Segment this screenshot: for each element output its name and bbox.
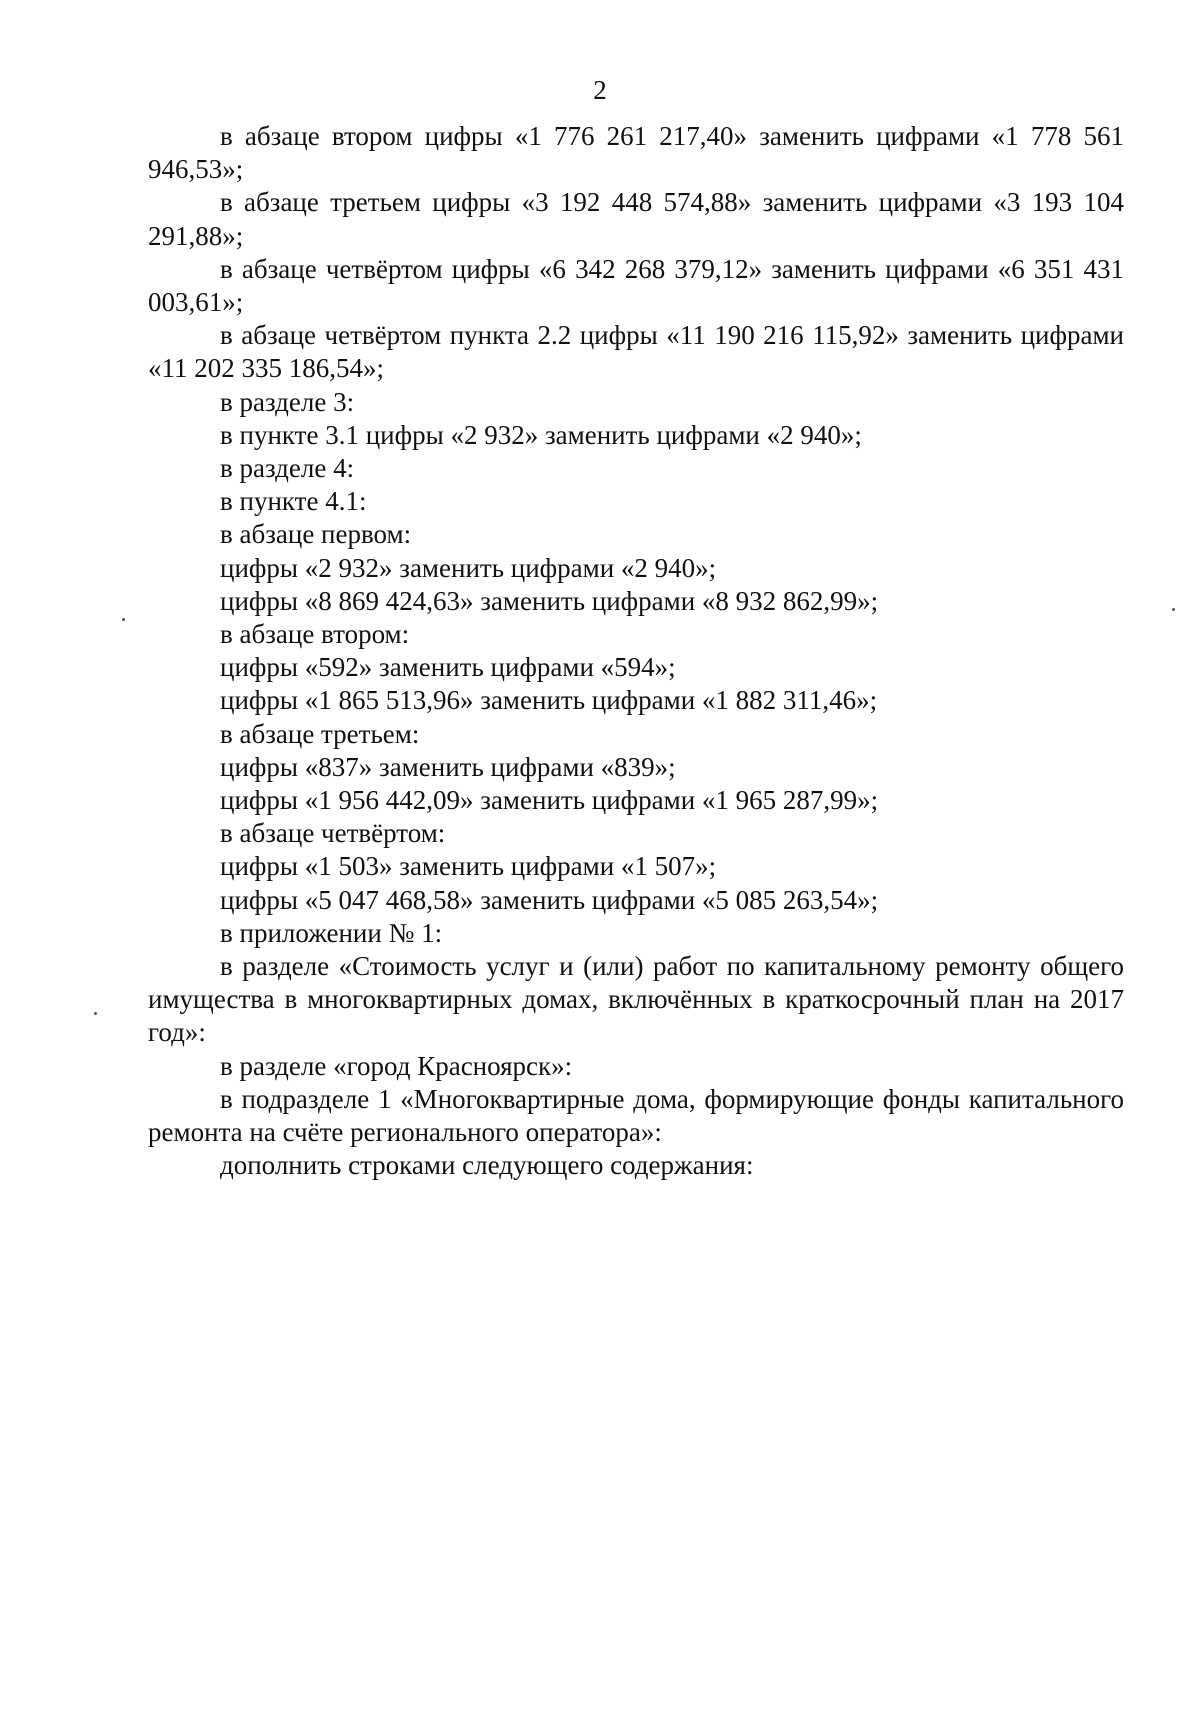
line-change-3: цифры «592» заменить цифрами «594»;: [220, 652, 676, 683]
line-dopolnit: дополнить строками следующего содержания:: [220, 1150, 754, 1181]
page-number: 2: [593, 75, 607, 105]
paragraph-abzac-tretiy: в абзаце третьем цифры «3 192 448 574,88» заменить цифрами «3 193 104 291,88»;: [148, 187, 1124, 251]
paragraph-punkt-2-2: в абзаце четвёртом пункта 2.2 цифры «11 190 216 115,92» заменить цифрами «11 202 335 186,54»;: [148, 320, 1124, 384]
line-razdel-4: в разделе 4:: [220, 453, 355, 484]
line-gorod-krasnoyarsk: в разделе «город Красноярск»:: [220, 1050, 573, 1081]
line-change-8: цифры «5 047 468,58» заменить цифрами «5 085 263,54»;: [220, 884, 879, 915]
line-abzac-tretiy: в абзаце третьем:: [220, 718, 420, 749]
line-punkt-4-1: в пункте 4.1:: [220, 486, 367, 517]
line-change-5: цифры «837» заменить цифрами «839»;: [220, 751, 676, 782]
paragraph-stoimost-uslug: в разделе «Стоимость услуг и (или) работ по капитальному ремонту общего имущества в многоквартирных домах, включённых в краткосрочный план на 2017 год»:: [148, 951, 1124, 1048]
line-abzac-perviy: в абзаце первом:: [220, 519, 412, 550]
line-change-4: цифры «1 865 513,96» заменить цифрами «1 882 311,46»;: [220, 685, 878, 716]
scan-speck: [122, 618, 125, 621]
line-prilozhenie-1: в приложении № 1:: [220, 917, 443, 948]
line-razdel-3: в разделе 3:: [220, 386, 355, 417]
document-body: [148, 120, 1124, 1183]
line-abzac-chetvertyy: в абзаце четвёртом:: [220, 818, 446, 849]
line-change-6: цифры «1 956 442,09» заменить цифрами «1 965 287,99»;: [220, 785, 879, 816]
paragraph-podrazdel-1: в подразделе 1 «Многоквартирные дома, формирующие фонды капитального ремонта на счёте регионального оператора»:: [148, 1083, 1124, 1148]
line-change-2: цифры «8 869 424,63» заменить цифрами «8 932 862,99»;: [220, 585, 879, 616]
line-abzac-vtoroy: в абзаце втором:: [220, 619, 410, 650]
line-change-1: цифры «2 932» заменить цифрами «2 940»;: [220, 552, 717, 583]
paragraph-abzac-vtoroy: в абзаце втором цифры «1 776 261 217,40» заменить цифрами «1 778 561 946,53»;: [148, 121, 1124, 185]
paragraph-abzac-chetvertyy: в абзаце четвёртом цифры «6 342 268 379,12» заменить цифрами «6 351 431 003,61»;: [148, 253, 1124, 318]
line-change-7: цифры «1 503» заменить цифрами «1 507»;: [220, 851, 717, 882]
scan-speck: [94, 1012, 97, 1015]
line-punkt-3-1: в пункте 3.1 цифры «2 932» заменить цифрами «2 940»;: [220, 419, 862, 450]
scan-speck: [1172, 608, 1175, 611]
